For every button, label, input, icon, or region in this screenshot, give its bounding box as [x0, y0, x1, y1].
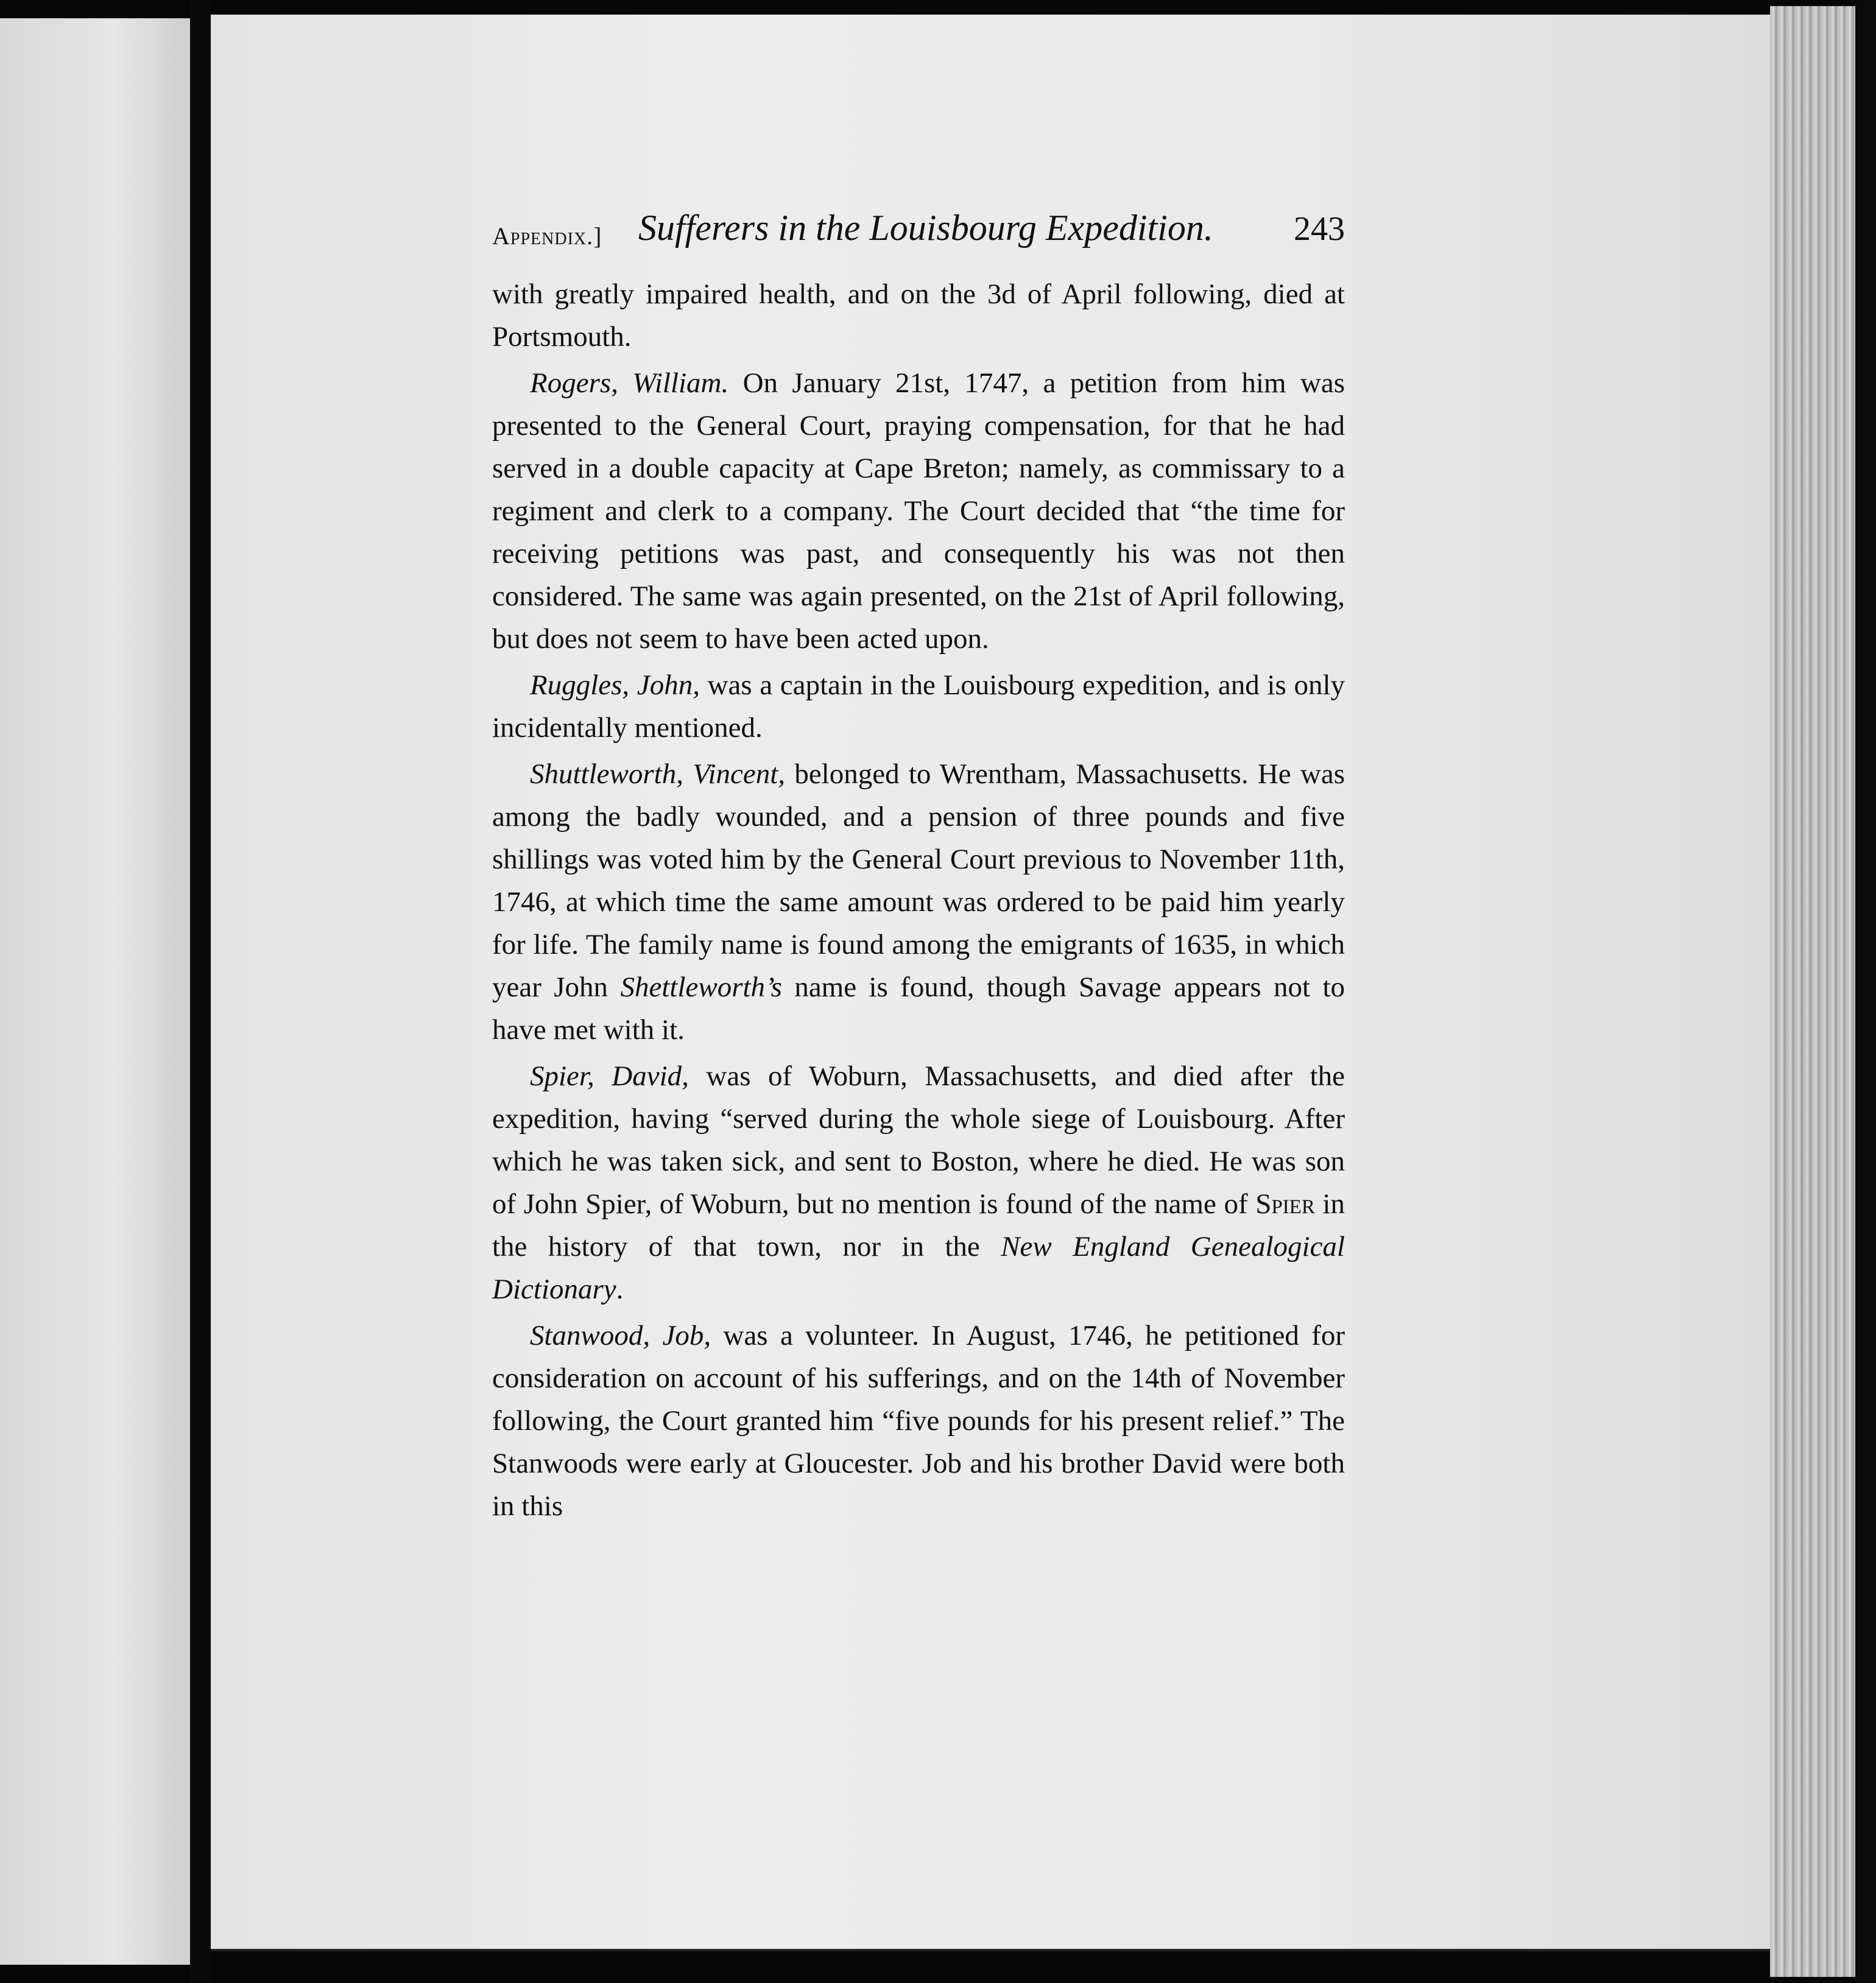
header-title: Sufferers in the Louisbourg Expedition.: [638, 208, 1213, 248]
body-text: [492, 273, 1345, 1527]
entry-text: name is found, though Savage appears not to have met with it.: [492, 971, 1345, 1046]
page-number: 243: [1294, 210, 1345, 248]
paragraph-continuation: [492, 273, 1345, 358]
entry-name: Ruggles, John,: [530, 669, 700, 701]
facing-page: [0, 18, 190, 1965]
entry-text: was of Woburn, Massachusetts, and died after the expedition, having “served during the whole siege of Louisbourg. After which he was taken sick, and sent to Boston, where he died. He was son of John Spier, of Woburn, but no mention is found of the name of: [492, 1060, 1345, 1220]
entry-italic: Shettleworth’s: [620, 971, 782, 1003]
entry-text: was a volunteer. In August, 1746, he petitioned for consideration on account of his sufferings, and on the 14th of November following, the Court granted him “five pounds for his present relief.” The Stanwoods were early at Gloucester. Job and his brother David were both in this: [492, 1320, 1345, 1522]
page-content: [492, 207, 1345, 1531]
entry-stanwood: [492, 1314, 1345, 1527]
entry-text: belonged to Wrentham, Massachusetts. He was among the badly wounded, and a pension of three pounds and five shillings was voted him by the General Court previous to November 11th, 1746, at which time the same amount was ordered to be paid him yearly for life. The family name is found among the emigrants of 1635, in which year John: [492, 758, 1345, 1003]
entry-spier: [492, 1055, 1345, 1311]
entry-ruggles: [492, 664, 1345, 749]
running-header: [492, 207, 1345, 262]
header-section: Appendix.]: [492, 222, 602, 250]
page-edges: [1770, 6, 1855, 1977]
entry-text: was a captain in the Louisbourg expedition, and is only incidentally mentioned.: [492, 669, 1345, 744]
entry-text: in the history of that town, nor in the: [492, 1188, 1345, 1263]
entry-name: Rogers, William.: [530, 367, 729, 399]
entry-text: On January 21st, 1747, a petition from him was presented to the General Court, praying compensation, for that he had served in a double capacity at Cape Breton; namely, as commissary to a regiment and clerk to a company. The Court decided that “the time for receiving petitions was past, and consequently his was not then considered. The same was again presented, on the 21st of April following, but does not seem to have been acted upon.: [492, 367, 1345, 655]
entry-rogers: [492, 362, 1345, 660]
entry-smallcaps: Spier: [1255, 1188, 1315, 1220]
entry-italic: New England Genealogical Dictionary: [492, 1231, 1345, 1305]
binding-gutter: [190, 0, 211, 1983]
scan-border: [1855, 0, 1876, 1983]
entry-name: Stanwood, Job,: [530, 1320, 711, 1351]
entry-name: Spier, David,: [530, 1060, 689, 1092]
entry-text: .: [616, 1273, 624, 1305]
entry-name: Shuttleworth, Vincent,: [530, 758, 786, 790]
entry-shuttleworth: [492, 753, 1345, 1051]
paragraph-text: with greatly impaired health, and on the 3d of April following, died at Portsmouth.: [492, 278, 1345, 353]
